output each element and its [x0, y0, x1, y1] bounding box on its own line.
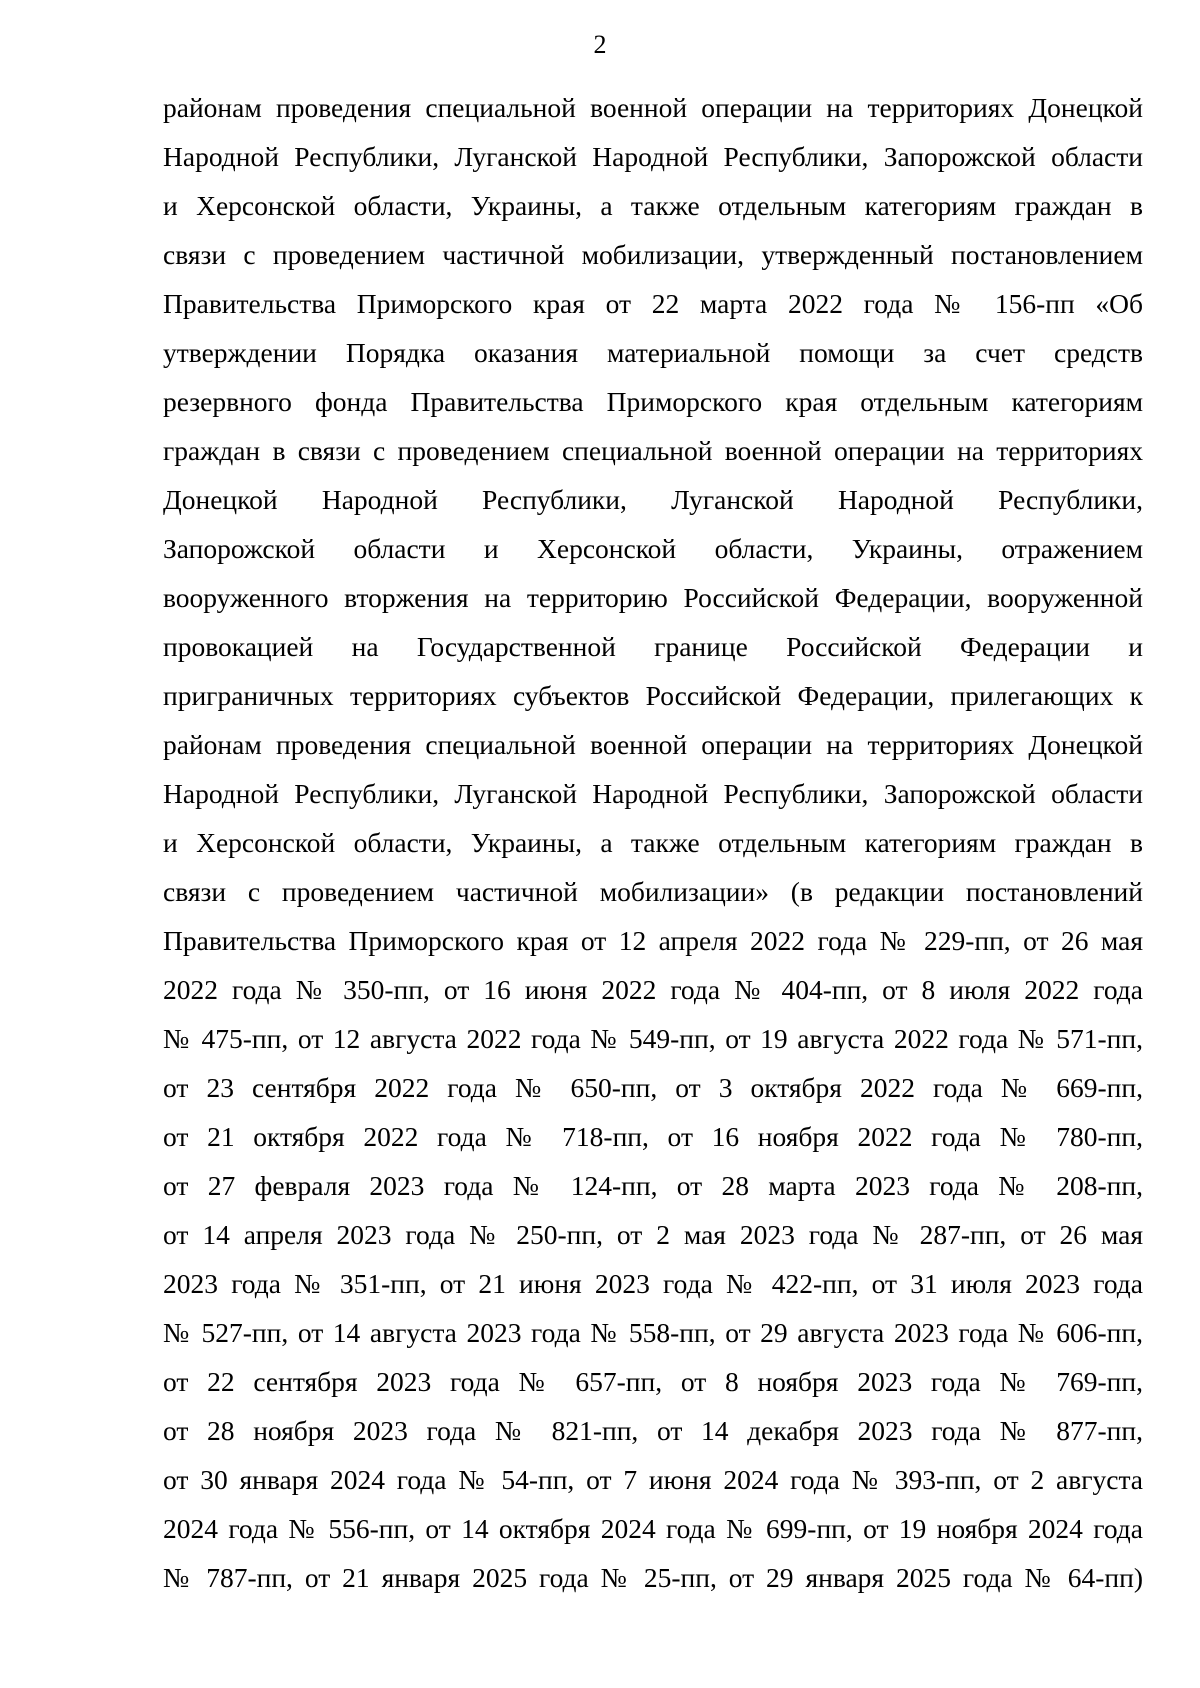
text-line: от 22 сентября 2023 года № 657-пп, от 8 ноября 2023 года № 769-пп, [163, 1366, 1143, 1397]
text-line: связи с проведением частичной мобилизации» (в редакции постановлений [163, 876, 1143, 907]
text-line: граждан в связи с проведением специальной военной операции на территориях [163, 435, 1143, 466]
text-line: Народной Республики, Луганской Народной Республики, Запорожской области [163, 141, 1143, 172]
text-line: № 787-пп, от 21 января 2025 года № 25-пп, от 29 января 2025 года № 64-пп) [163, 1562, 1143, 1593]
text-line: утверждении Порядка оказания материальной помощи за счет средств [163, 337, 1143, 368]
text-line: от 14 апреля 2023 года № 250-пп, от 2 мая 2023 года № 287-пп, от 26 мая [163, 1219, 1143, 1250]
text-line: Народной Республики, Луганской Народной Республики, Запорожской области [163, 778, 1143, 809]
text-line: Правительства Приморского края от 12 апреля 2022 года № 229-пп, от 26 мая [163, 925, 1143, 956]
text-line: и Херсонской области, Украины, а также отдельным категориям граждан в [163, 827, 1143, 858]
text-line: и Херсонской области, Украины, а также отдельным категориям граждан в [163, 190, 1143, 221]
text-line: 2022 года № 350-пп, от 16 июня 2022 года № 404-пп, от 8 июля 2022 года [163, 974, 1143, 1005]
text-line: от 28 ноября 2023 года № 821-пп, от 14 декабря 2023 года № 877-пп, [163, 1415, 1143, 1446]
text-line: № 475-пп, от 12 августа 2022 года № 549-пп, от 19 августа 2022 года № 571-пп, [163, 1023, 1143, 1054]
text-line: провокацией на Государственной границе Российской Федерации и [163, 631, 1143, 662]
text-line: № 527-пп, от 14 августа 2023 года № 558-пп, от 29 августа 2023 года № 606-пп, [163, 1317, 1143, 1348]
text-line: вооруженного вторжения на территорию Российской Федерации, вооруженной [163, 582, 1143, 613]
body-text [163, 83, 1143, 1602]
text-line: приграничных территориях субъектов Российской Федерации, прилегающих к [163, 680, 1143, 711]
text-line: Донецкой Народной Республики, Луганской Народной Республики, [163, 484, 1143, 515]
text-line: 2023 года № 351-пп, от 21 июня 2023 года № 422-пп, от 31 июля 2023 года [163, 1268, 1143, 1299]
page-number: 2 [593, 30, 607, 59]
text-line: районам проведения специальной военной операции на территориях Донецкой [163, 92, 1143, 123]
text-line: от 27 февраля 2023 года № 124-пп, от 28 марта 2023 года № 208-пп, [163, 1170, 1143, 1201]
text-line: Правительства Приморского края от 22 марта 2022 года № 156-пп «Об [163, 288, 1143, 319]
text-line: 2024 года № 556-пп, от 14 октября 2024 года № 699-пп, от 19 ноября 2024 года [163, 1513, 1143, 1544]
text-line: от 23 сентября 2022 года № 650-пп, от 3 октября 2022 года № 669-пп, [163, 1072, 1143, 1103]
text-line: связи с проведением частичной мобилизации, утвержденный постановлением [163, 239, 1143, 270]
text-line: Запорожской области и Херсонской области, Украины, отражением [163, 533, 1143, 564]
text-line: резервного фонда Правительства Приморского края отдельным категориям [163, 386, 1143, 417]
text-line: от 21 октября 2022 года № 718-пп, от 16 ноября 2022 года № 780-пп, [163, 1121, 1143, 1152]
text-line: районам проведения специальной военной операции на территориях Донецкой [163, 729, 1143, 760]
text-line: от 30 января 2024 года № 54-пп, от 7 июня 2024 года № 393-пп, от 2 августа [163, 1464, 1143, 1495]
